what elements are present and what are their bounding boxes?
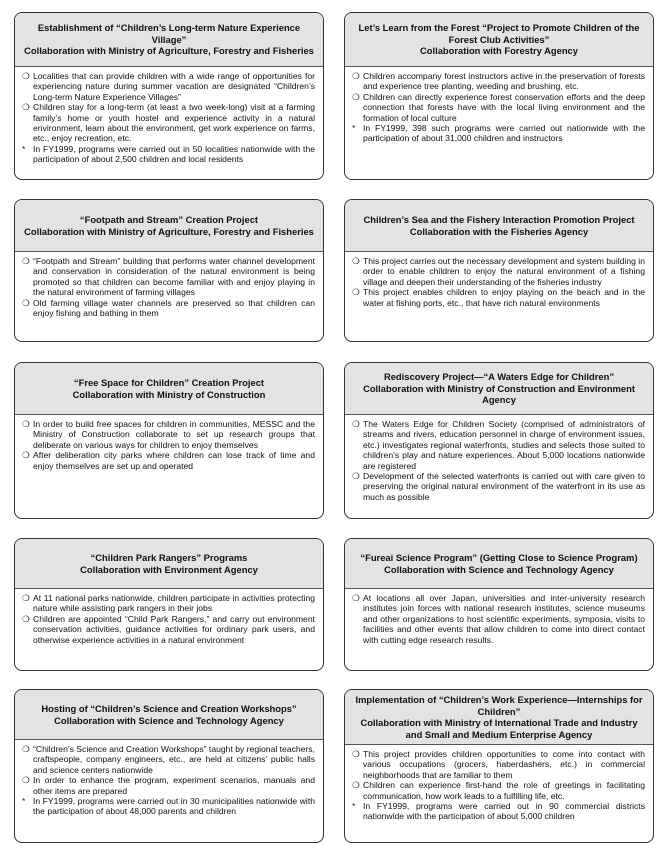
item-list [15, 589, 323, 648]
program-box [14, 689, 324, 843]
box-header [345, 539, 653, 589]
bullet-marker: ❍ [352, 419, 360, 429]
bullet-marker: ❍ [352, 471, 360, 482]
program-box [14, 362, 324, 519]
item-text: The Waters Edge for Children Society (comprised of administrators of streams and rivers, education personnel in charge of environment issues, etc.) investigates regional waterfronts, studies and selects those suited to children’s play and nature experiences. About 5,000 locations nationwide are registered [363, 419, 645, 471]
list-item [22, 614, 315, 645]
bullet-marker: ❍ [352, 256, 360, 266]
box-subtitle: Collaboration with Science and Technology Agency [54, 714, 284, 726]
box-subtitle: Collaboration with Forestry Agency [419, 45, 578, 57]
item-list [345, 252, 653, 311]
list-item [22, 775, 315, 796]
footnote-marker: * [22, 143, 26, 154]
item-list [345, 67, 653, 147]
item-text: In FY1999, 398 such programs were carried out nationwide with the participation of about 31,000 children and instructors [363, 123, 645, 144]
bullet-marker: ❍ [22, 419, 30, 429]
box-header [15, 363, 323, 415]
item-list [15, 252, 323, 321]
list-item [352, 92, 645, 123]
item-list [15, 415, 323, 474]
bullet-marker: ❍ [352, 780, 360, 791]
item-text: In FY1999, programs were carried out in 30 municipalities nationwide with the participation of about 48,000 parents and children [33, 796, 315, 817]
box-subtitle: Collaboration with Science and Technology Agency [384, 563, 614, 575]
list-item [22, 796, 315, 817]
box-header [345, 200, 653, 252]
footnote-marker: * [352, 123, 356, 134]
item-text: Old farming village water channels are preserved so that children can enjoy fishing and bathing in them [33, 297, 315, 319]
list-item [22, 744, 315, 775]
bullet-marker: ❍ [22, 102, 30, 113]
item-text: This project enables children to enjoy playing on the beach and in the water at fishing ports, etc., that have rich natural environments [363, 287, 645, 308]
list-item [352, 471, 645, 502]
box-title: “Fureai Science Program” (Getting Close to Science Program) [360, 552, 638, 563]
box-title: Children’s Sea and the Fishery Interaction Promotion Project [363, 214, 635, 225]
item-text: Children are appointed “Child Park Rangers,” and carry out environment conservation activities, guidance activities for ordinary park users, and otherwise experience activities in a natural environment [33, 613, 315, 645]
box-title: Rediscovery Project—“A Waters Edge for Children” [383, 371, 615, 383]
box-header [15, 13, 323, 67]
list-item [352, 593, 645, 645]
item-text: Localities that can provide children with a wide range of opportunities for experiencing nature during summer vacation are designated “Children’s Long-term Nature Experience Villages” [33, 71, 315, 102]
list-item [22, 71, 315, 102]
item-text: In FY1999, programs were carried out in 50 localities nationwide with the participation of about 2,500 children and local residents [33, 143, 315, 165]
box-subtitle: Collaboration with the Fisheries Agency [409, 225, 589, 237]
bullet-marker: ❍ [22, 775, 30, 786]
bullet-marker: ❍ [22, 256, 30, 266]
item-list [345, 589, 653, 648]
list-item [352, 123, 645, 144]
box-title: “Children Park Rangers” Programs [90, 552, 248, 563]
item-text: Children can experience first-hand the role of greetings in facilitating communication, how work leads to a fulfilling life, etc. [363, 780, 645, 801]
list-item [352, 801, 645, 822]
box-title: “Footpath and Stream” Creation Project [79, 214, 259, 225]
item-text: At locations all over Japan, universities and inter-university research institutes join forces with national research institutes, science museums and other organizations to host scientific experiments, symposia, visits to facilities and other events that allow children to come into direct contact with cutting edge research results. [363, 593, 645, 645]
list-item [22, 144, 315, 165]
item-text: This project provides children opportunities to come into contact with various occupations (grocers, haberdashers, etc.) in commercial neighborhoods that are familiar to them [363, 749, 645, 780]
bullet-marker: ❍ [22, 613, 30, 624]
program-box [344, 362, 654, 519]
box-title: Let’s Learn from the Forest “Project to Promote Children of the Forest Club Activities” [358, 22, 640, 45]
item-list [15, 740, 323, 820]
bullet-marker: ❍ [22, 744, 30, 754]
program-box [344, 538, 654, 671]
bullet-marker: ❍ [22, 297, 30, 308]
item-text: This project carries out the necessary development and system building in order to enable children to enjoy the natural environment of a fishing village and deepen their understanding of the fisheries industry [363, 256, 645, 287]
item-text: In FY1999, programs were carried out in 90 commercial districts nationwide with the participation of about 5,000 children [363, 801, 645, 822]
list-item [352, 780, 645, 801]
box-subtitle: Collaboration with Ministry of Construction and Environment Agency [363, 382, 635, 406]
program-box [344, 199, 654, 342]
bullet-marker: ❍ [352, 749, 360, 759]
box-header [345, 363, 653, 415]
bullet-marker: ❍ [22, 450, 30, 461]
program-box [14, 12, 324, 180]
program-box [344, 12, 654, 180]
box-header [15, 539, 323, 589]
list-item [22, 593, 315, 614]
box-title: “Free Space for Children” Creation Project [73, 377, 265, 388]
list-item [22, 298, 315, 319]
box-title: Establishment of “Children’s Long-term Nature Experience Village” [37, 22, 301, 45]
item-text: Children stay for a long-term (at least a two week-long) visit at a farming family’s home or youth hostel and experience activity in a natural environment, learn about the environment, get work experience on farms, etc., enjoy recreation, etc. [33, 102, 315, 144]
bullet-marker: ❍ [22, 593, 30, 603]
list-item [22, 102, 315, 144]
bullet-marker: ❍ [352, 287, 360, 298]
bullet-marker: ❍ [352, 593, 360, 603]
box-title: Implementation of “Children’s Work Experience—Internships for Children” [355, 694, 643, 717]
item-text: Development of the selected waterfronts is carried out with care given to preserving the original natural environment of the waterfront in its use as much as possible [363, 471, 645, 502]
program-box [344, 689, 654, 843]
item-text: Children can directly experience forest conservation efforts and the deep connection that forests have with the local living environment and the formation of local culture [363, 91, 645, 123]
list-item [352, 749, 645, 780]
box-subtitle: Collaboration with Environment Agency [80, 563, 258, 575]
box-header [345, 690, 653, 745]
item-text: “Footpath and Stream” building that performs water channel development and conservation in consideration of the natural environment is being promoted so that children can become familiar with and enjoy playing in the natural environment of farming villages [33, 256, 315, 298]
item-list [345, 745, 653, 825]
footnote-marker: * [22, 796, 26, 807]
list-item [352, 256, 645, 287]
bullet-marker: ❍ [22, 71, 30, 81]
list-item [22, 450, 315, 471]
item-list [15, 67, 323, 168]
bullet-marker: ❍ [352, 91, 360, 102]
box-subtitle: Collaboration with Ministry of Agriculture, Forestry and Fisheries [24, 225, 314, 237]
footnote-marker: * [352, 801, 356, 812]
item-text: At 11 national parks nationwide, children participate in activities protecting nature while assisting park rangers in their jobs [33, 593, 315, 614]
list-item [22, 419, 315, 450]
item-text: After deliberation city parks where children can lose track of time and enjoy themselves are set up and operated [33, 450, 315, 471]
box-subtitle: Collaboration with Ministry of International Trade and Industry and Small and Medium Enterprise Agency [360, 717, 638, 740]
box-subtitle: Collaboration with Ministry of Construction [72, 388, 266, 400]
list-item [352, 287, 645, 308]
program-box [14, 538, 324, 671]
item-list [345, 415, 653, 505]
item-text: In order to build free spaces for children in communities, MESSC and the Ministry of Construction collaborate to set up research groups that deliberate on various ways for children to enjoy themselves [33, 419, 315, 450]
box-subtitle: Collaboration with Ministry of Agriculture, Forestry and Fisheries [24, 45, 314, 57]
item-text: Children accompany forest instructors active in the preservation of forests and experience tree planting, weeding and brushing, etc. [363, 71, 645, 92]
list-item [352, 71, 645, 92]
box-title: Hosting of “Children’s Science and Creation Workshops” [41, 703, 297, 714]
box-header [15, 200, 323, 252]
box-header [15, 690, 323, 740]
box-header [345, 13, 653, 67]
item-text: “Children’s Science and Creation Workshops” taught by regional teachers, craftspeople, company engineers, etc., are held at citizens’ public halls and science centers nationwide [33, 744, 315, 775]
program-box [14, 199, 324, 342]
item-text: In order to enhance the program, experiment scenarios, manuals and other items are prepared [33, 775, 315, 796]
list-item [352, 419, 645, 471]
bullet-marker: ❍ [352, 71, 360, 81]
list-item [22, 256, 315, 298]
